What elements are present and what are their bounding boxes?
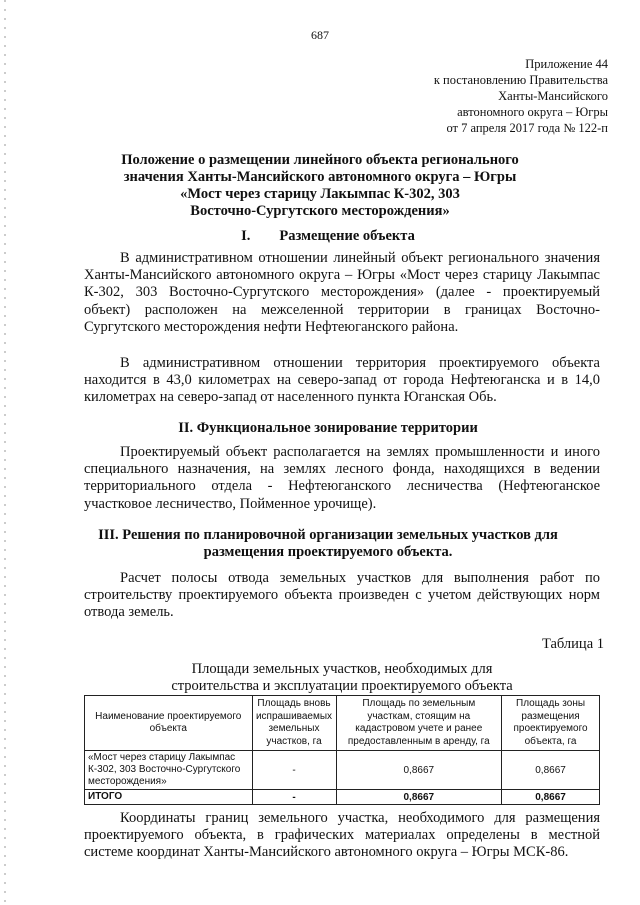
appendix-line: к постановлению Правительства	[433, 73, 608, 87]
section-1-paragraph-2: В административном отношении территория проектируемого объекта находится в 43,0 километрах на северо-запад от города Нефтеюганска и в 14,0 километрах на северо-запад от населенного пункта Юганская Обь.	[84, 355, 600, 406]
appendix-line: Ханты-Мансийского	[498, 89, 608, 103]
table-cell: -	[252, 751, 336, 790]
table-label: Таблица 1	[541, 636, 604, 652]
appendix-line: автономного округа – Югры	[457, 105, 608, 119]
table-cell: 0,8667	[336, 751, 502, 790]
table-caption	[84, 661, 600, 695]
table-cell: 0,8667	[502, 790, 600, 805]
table-cell: ИТОГО	[85, 790, 253, 805]
title-line: «Мост через старицу Лакымпас К-302, 303	[180, 186, 460, 202]
table-caption-line: Площади земельных участков, необходимых для	[191, 661, 493, 677]
section-3-heading-line: III. Решения по планировочной организации земельных участков для	[98, 527, 558, 543]
column-header: Площадь зоны размещения проектируемого объекта, га	[502, 696, 600, 751]
section-3-heading	[48, 527, 608, 561]
table-cell: 0,8667	[502, 751, 600, 790]
appendix-line: Приложение 44	[525, 57, 608, 71]
table-row	[85, 751, 600, 790]
title-line: значения Ханты-Мансийского автономного округа – Югры	[123, 169, 517, 185]
section-1-paragraph-1: В административном отношении линейный объект регионального значения Ханты-Мансийского автономного округа – Югры «Мост через старицу Лакымпас К-302, 303 Восточно-Сургутского месторождения» (далее - проектируемый объект) расположен на межселенной территории в границах Восточно-Сургутского месторождения нефти Нефтеюганского района.	[84, 250, 600, 335]
section-3-heading-line: размещения проектируемого объекта.	[203, 544, 453, 560]
table-total-row	[85, 790, 600, 805]
table-header-row	[85, 696, 600, 751]
section-3-paragraph-1: Расчет полосы отвода земельных участков для выполнения работ по строительству проектируемого объекта произведен с учетом действующих норм отвода земель.	[84, 570, 600, 621]
column-header: Площадь по земельным участкам, стоящим на кадастровом учете и ранее предоставленным в аренду, га	[336, 696, 502, 751]
table-caption-line: строительства и эксплуатации проектируемого объекта	[171, 678, 513, 694]
appendix-block	[434, 56, 608, 136]
table-cell: 0,8667	[336, 790, 502, 805]
section-1-heading: I. Размещение объекта	[241, 228, 415, 244]
column-header: Площадь вновь испрашиваемых земельных участков, га	[252, 696, 336, 751]
table-cell: «Мост через старицу Лакымпас К-302, 303 Восточно-Сургутского месторождения»	[85, 751, 253, 790]
title-line: Положение о размещении линейного объекта регионального	[121, 152, 519, 168]
table-cell: -	[252, 790, 336, 805]
section-2-paragraph-1: Проектируемый объект располагается на землях промышленности и иного специального назначения, на землях лесного фонда, находящихся в ведении территориального отдела - Нефтеюганского лесничества (Нефтеюганское участковое лесничество, Пойменное урочище).	[84, 444, 600, 512]
appendix-line: от 7 апреля 2017 года № 122-п	[446, 121, 608, 135]
title-line: Восточно-Сургутского месторождения»	[190, 203, 450, 219]
section-2-heading: II. Функциональное зонирование территории	[178, 420, 478, 436]
coordinates-paragraph: Координаты границ земельного участка, необходимого для размещения проектируемого объекта, в графических материалах определены в местной системе координат Ханты-Мансийского автономного округа – Югры МСК-86.	[84, 810, 600, 861]
binding-holes	[4, 0, 6, 905]
document-title	[70, 152, 570, 220]
land-area-table	[84, 695, 600, 805]
column-header: Наименование проектируемого объекта	[85, 696, 253, 751]
page-number: 687	[311, 28, 329, 42]
